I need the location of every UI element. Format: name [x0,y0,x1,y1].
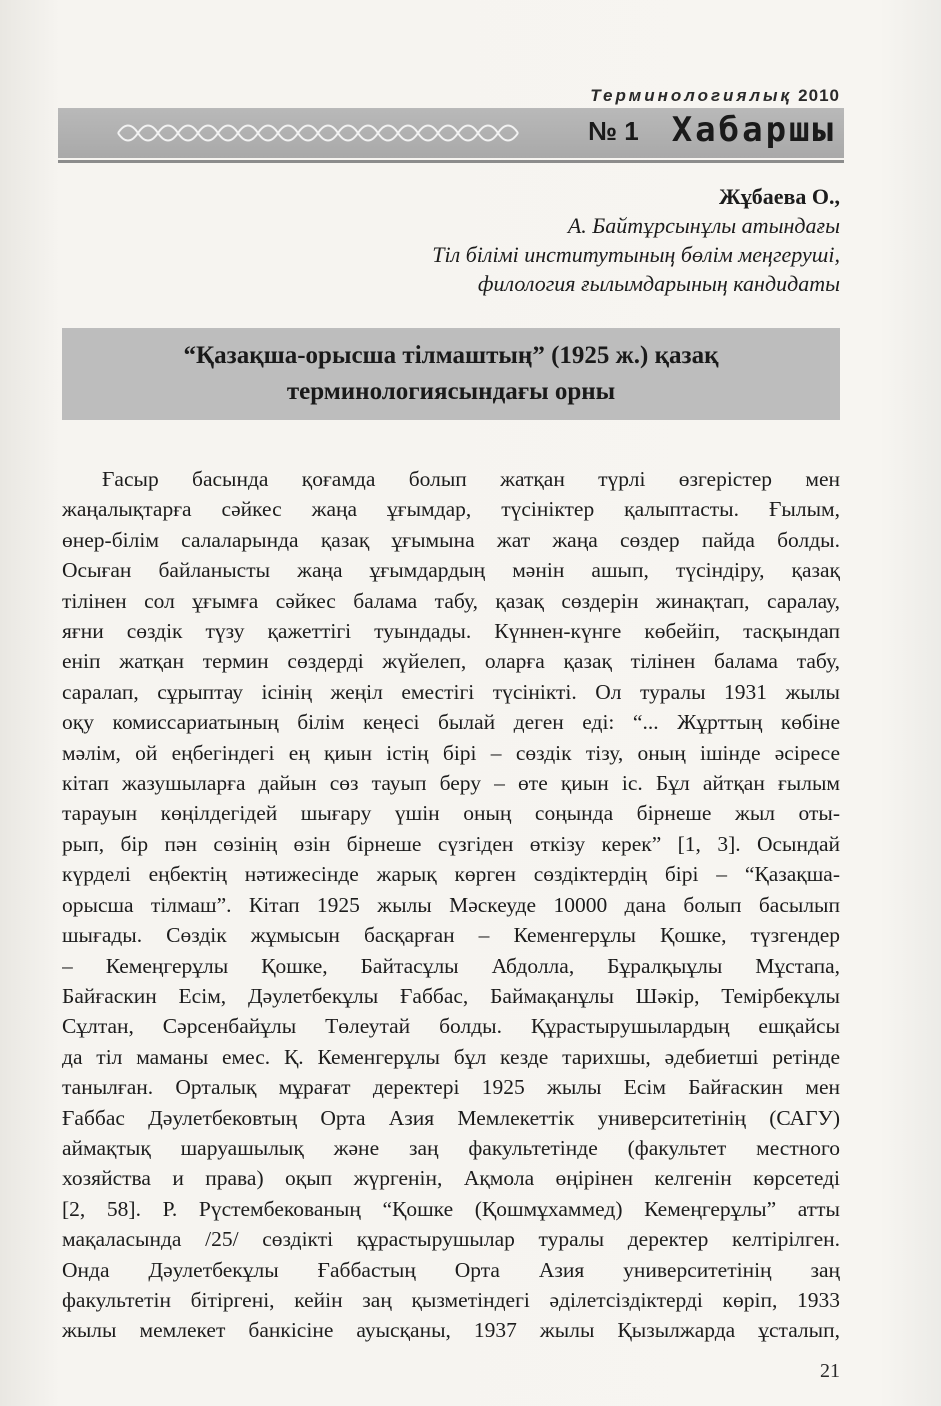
body-line: шығады. Сөздік жұмысын басқарған – Кеменгерұлы Қошке, түзгендер [62,923,840,948]
body-line: Ғаббас Дәулетбековтың Орта Азия Мемлекеттік университетінің (САГУ) [62,1105,840,1130]
author-affiliation-1: А. Байтұрсынұлы атындағы [567,213,840,238]
body-line: Ғасыр басында қоғамда болып жатқан түрлі өзгерістер мен [102,467,840,491]
body-line: – Кемеңгерұлы Қошке, Байтасұлы Абдолла, Бұралқыұлы Мұстапа, [62,953,840,978]
article-title-box [62,328,840,420]
author-affiliation-2: Тіл білімі институтының бөлім меңгеруші, [432,242,840,267]
body-line: саралап, сұрыптау ісінің жеңіл еместігі түсінікті. Ол туралы 1931 жылы [62,679,840,704]
body-line: тарауын көңілдегідей шығару үшін оның соңында бірнеше жыл оты- [62,801,840,826]
body-line: факультетін бітіргені, кейін заң қызметіндегі әділетсіздіктерді көріп, 1933 [62,1287,840,1312]
body-line: кітап жазушыларға дайын сөз тауып беру – өте қиын іс. Бұл айтқан ғылым [62,771,840,796]
issue-number: № 1 [588,116,639,146]
ornament-pattern-icon [113,114,523,152]
journal-running-header [590,86,840,106]
author-name: Жұбаева О., [718,184,840,209]
journal-name: Хабаршы [671,110,836,150]
body-line: Байғаскин Есім, Дәулетбекұлы Ғаббас, Баймақанұлы Шәкір, Темірбекұлы [62,983,840,1008]
body-line: Сұлтан, Сәрсенбайұлы Төлеутай болды. Құрастырушылардың ешқайсы [62,1014,840,1039]
body-line: аймақтық шаруашылық және заң факультетінде (факультет местного [62,1135,840,1160]
page-number: 21 [820,1360,840,1382]
article-body [62,464,840,1346]
body-line: да тіл маманы емес. Қ. Кеменгерұлы бұл кезде тарихшы, әдебиетші ретінде [62,1044,840,1069]
body-line: оқу комиссариатының білім кеңесі былай деген еді: “... Жұрттың көбіне [62,710,840,735]
body-line: жылы мемлекет банкісіне ауысқаны, 1937 жылы Қызылжарда ұсталып, [62,1318,840,1343]
body-line: жаңалықтарға сәйкес жаңа ұғымдар, түсініктер қалыптасты. Ғылым, [62,497,840,522]
body-line: еніп жатқан термин сөздерді жүйелеп, оларға қазақ тілінен балама табу, [62,649,840,674]
banner-divider [58,160,844,163]
body-line: яғни сөздік түзу қажеттігі туындады. Күннен-күнге көбейіп, тасқындап [62,619,840,644]
body-line: хозяйства и права) оқып жүргенін, Ақмола өңірінен келгенін көрсетеді [62,1166,840,1191]
body-line: танылған. Орталық мұрағат деректері 1925 жылы Есім Байғаскин мен [62,1075,840,1100]
article-title-line-2: терминологиясындағы орны [286,378,616,405]
journal-word: Терминологиялық [590,86,793,105]
body-line: мақаласында /25/ сөздікті құрастырушылар туралы деректер келтірілген. [62,1227,840,1252]
author-affiliation-3: филология ғылымдарының кандидаты [477,271,840,296]
journal-year: 2010 [798,86,840,105]
article-title-line-1: “Қазақша-орысша тілмаштың” (1925 ж.) қазақ [183,342,719,369]
body-line: орысша тілмаш”. Кітап 1925 жылы Мәскеуде 10000 дана болып басылып [62,892,840,917]
author-block [432,182,840,298]
body-line: Осыған байланысты жаңа ұғымдардың мәнін ашып, түсіндіру, қазақ [62,558,840,583]
article-title [62,338,840,410]
body-line: мәлім, ой еңбегіндегі ең қиын істің бірі – сөздік тізу, оның ішінде әсіресе [62,740,840,765]
body-line: күрделі еңбектің нәтижесінде жарық көрген сөздіктердің бірі – “Қазақша- [62,862,840,887]
body-line: өнер-білім салаларында қазақ ұғымына жат жаңа сөздер пайда болды. [62,527,840,552]
body-line: тілінен сол ұғымға сәйкес балама табу, қазақ сөздерін жинақтап, саралау, [62,588,840,613]
body-line: [2, 58]. Р. Рүстембекованың “Қошке (Қошмұхаммед) Кемеңгерұлы” атты [62,1196,840,1221]
journal-banner [58,108,844,158]
body-line: рып, бір пән сөзінің өзін бірнеше сүзгіден өткізу керек” [1, 3]. Осындай [62,831,840,856]
body-line: Онда Дәулетбекұлы Ғаббастың Орта Азия университетінің заң [62,1257,840,1282]
